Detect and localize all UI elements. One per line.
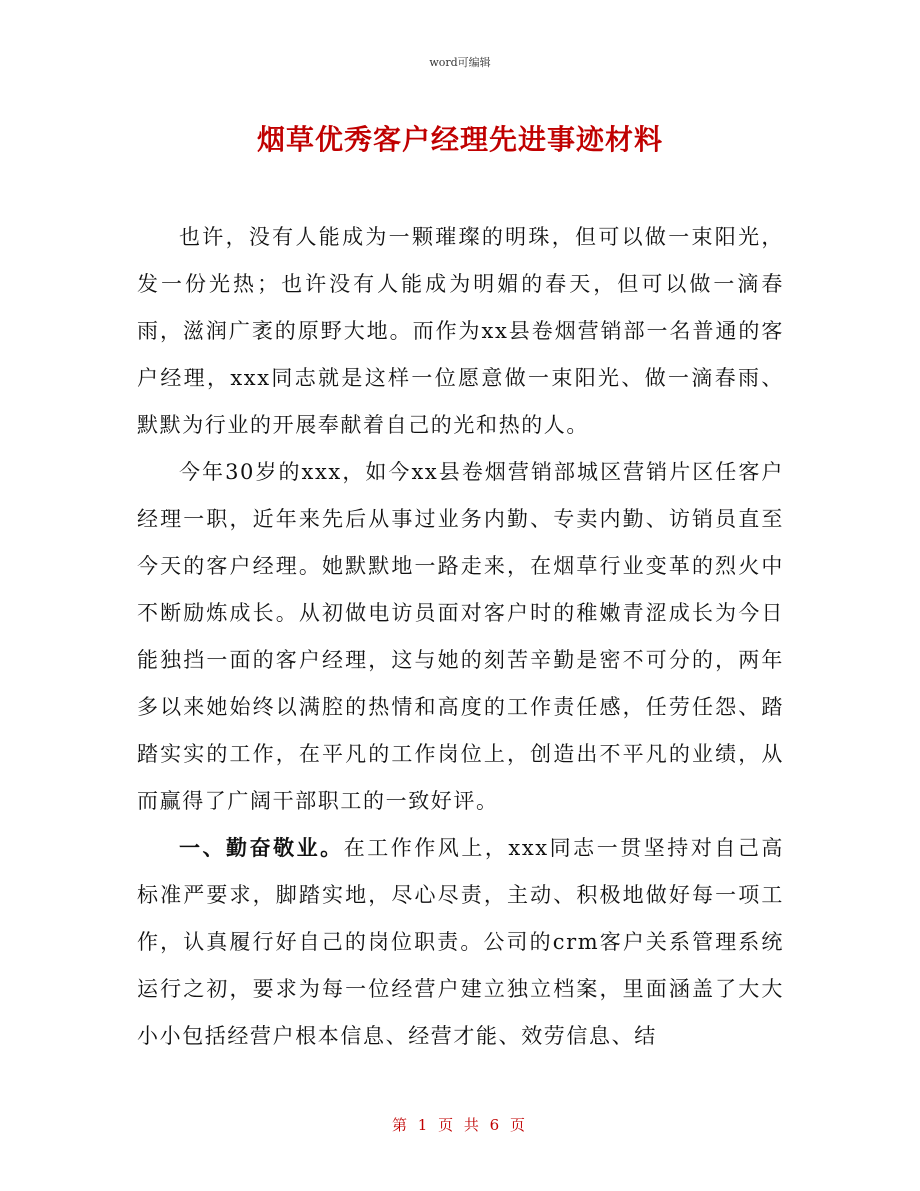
- paragraph-3: [137, 825, 784, 1060]
- paragraph-1: 也许，没有人能成为一颗璀璨的明珠，但可以做一束阳光，发一份光热；也许没有人能成为明媚的春天，但可以做一滴春雨，滋润广袤的原野大地。而作为xx县卷烟营销部一名普通的客户经理，xxx同志就是这样一位愿意做一束阳光、做一滴春雨、默默为行业的开展奉献着自己的光和热的人。: [137, 225, 784, 437]
- document-body: [137, 214, 784, 1060]
- paragraph-2: 今年30岁的xxx，如今xx县卷烟营销部城区营销片区任客户经理一职，近年来先后从事过业务内勤、专卖内勤、访销员直至今天的客户经理。她默默地一路走来，在烟草行业变革的烈火中不断励炼成长。从初做电访员面对客户时的稚嫩青涩成长为今日能独挡一面的客户经理，这与她的刻苦辛勤是密不可分的，两年多以来她始终以满腔的热情和高度的工作责任感，任劳任怨、踏踏实实的工作，在平凡的工作岗位上，创造出不平凡的业绩，从而赢得了广阔干部职工的一致好评。: [137, 460, 784, 813]
- section-heading: 一、勤奋敬业。: [179, 836, 344, 860]
- page-number: 第 1 页 共 6 页: [392, 1116, 528, 1134]
- header-note: word可编辑: [429, 56, 491, 69]
- document-title: 烟草优秀客户经理先进事迹材料: [256, 123, 663, 156]
- section-text: 在工作作风上，xxx同志一贯坚持对自己高标准严要求，脚踏实地，尽心尽责，主动、积极地做好每一项工作，认真履行好自己的岗位职责。公司的crm客户关系管理系统运行之初，要求为每一位经营户建立独立档案，里面涵盖了大大小小包括经营户根本信息、经营才能、效劳信息、结: [137, 836, 785, 1048]
